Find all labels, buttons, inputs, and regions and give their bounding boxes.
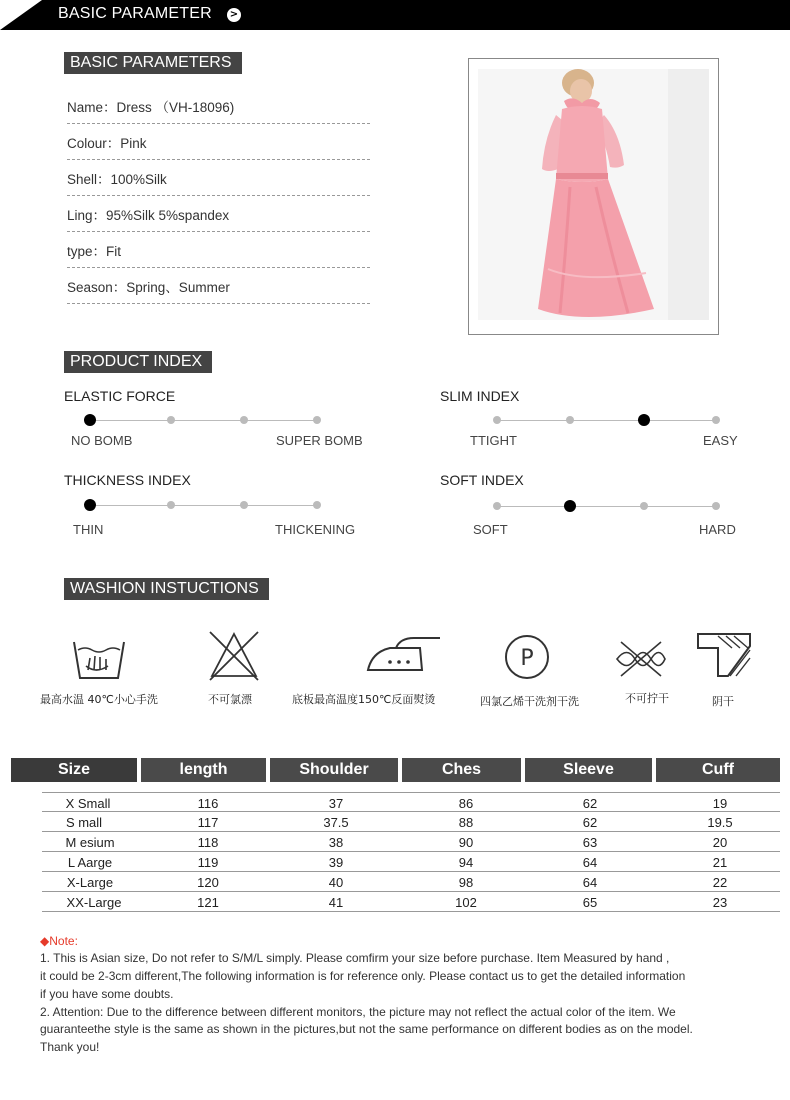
size-header-shoulder: Shoulder: [270, 758, 398, 782]
index-dot: [167, 416, 175, 424]
basic-parameters-heading: BASIC PARAMETERS: [64, 52, 242, 74]
index-dot: [493, 502, 501, 510]
size-header-size: Size: [11, 758, 137, 782]
svg-text:P: P: [520, 646, 534, 671]
top-banner: [0, 0, 790, 30]
index-right-label: SUPER BOMB: [276, 433, 363, 448]
index-left-label: THIN: [73, 522, 104, 537]
param-row-lining: Ling：95%Silk 5%spandex: [67, 196, 370, 232]
index-dot-active: [84, 414, 96, 426]
index-track: [497, 420, 716, 421]
chevron-right-icon: >: [227, 8, 241, 22]
no-bleach-icon: [208, 630, 260, 682]
note-line: if you have some doubts.: [40, 987, 174, 1001]
param-row-shell: Shell：100%Silk: [67, 160, 370, 196]
note-line: 1. This is Asian size, Do not refer to S/M/L simply. Please comfirm your size before purchase. Item Measured by hand ,: [40, 951, 670, 965]
wash-label-shade-dry: 阴干: [712, 695, 734, 708]
index-dot: [640, 502, 648, 510]
index-dot: [240, 501, 248, 509]
dry-clean-p-icon: [504, 634, 550, 680]
size-header-cuff: Cuff: [656, 758, 780, 782]
hand-wash-icon: [72, 636, 126, 682]
size-header-chest: Ches: [402, 758, 521, 782]
param-row-name: Name：Dress （VH-18096): [67, 88, 370, 124]
index-dot-active: [638, 414, 650, 426]
index-dot: [712, 502, 720, 510]
pink-dress-illustration: [478, 69, 709, 320]
index-dot: [712, 416, 720, 424]
size-header-length: length: [141, 758, 266, 782]
index-title: ELASTIC FORCE: [64, 388, 176, 404]
index-dot: [566, 416, 574, 424]
banner-title: BASIC PARAMETER: [58, 5, 212, 22]
index-dot-active: [84, 499, 96, 511]
table-row: S mall 117 37.5 88 62 19.5: [42, 812, 780, 832]
index-dot: [493, 416, 501, 424]
no-wring-icon: [613, 640, 669, 678]
index-right-label: EASY: [703, 433, 738, 448]
wash-label-hand-wash: 最高水温 40℃小心手洗: [40, 693, 158, 706]
table-row: X Small 116 37 86 62 19: [42, 792, 780, 812]
index-left-label: TTIGHT: [470, 433, 517, 448]
index-right-label: HARD: [699, 522, 736, 537]
shade-dry-icon: [696, 632, 752, 678]
index-dot: [313, 416, 321, 424]
index-dot: [313, 501, 321, 509]
note-title: ◆Note:: [40, 934, 78, 948]
index-dot: [240, 416, 248, 424]
banner-corner: [0, 0, 42, 30]
size-header-sleeve: Sleeve: [525, 758, 652, 782]
index-title: THICKNESS INDEX: [64, 472, 191, 488]
index-dot-active: [564, 500, 576, 512]
index-dot: [167, 501, 175, 509]
product-photo-frame: [468, 58, 719, 335]
index-track: [90, 505, 317, 506]
wash-label-iron: 底板最高温度150℃反面熨烫: [292, 693, 436, 706]
index-title: SLIM INDEX: [440, 388, 520, 404]
note-line: guaranteethe style is the same as shown in the pictures,but not the same performance on different bodies as on the model.: [40, 1022, 693, 1036]
index-track: [90, 420, 317, 421]
note-line: it could be 2-3cm different,The following information is for reference only. Please contact us to get the detailed information: [40, 969, 686, 983]
index-left-label: NO BOMB: [71, 433, 133, 448]
index-right-label: THICKENING: [275, 522, 356, 537]
index-title: SOFT INDEX: [440, 472, 524, 488]
table-row: M esium 118 38 90 63 20: [42, 832, 780, 852]
wash-label-no-bleach: 不可氯漂: [208, 693, 252, 706]
wash-label-dry-clean: 四氯乙烯干洗剂干洗: [480, 695, 579, 708]
washing-heading: WASHION INSTUCTIONS: [64, 578, 269, 600]
table-row: XX-Large 121 41 102 65 23: [42, 892, 780, 912]
note-line: 2. Attention: Due to the difference between different monitors, the picture may not reflect the actual color of the item. We: [40, 1005, 676, 1019]
product-photo: [478, 69, 709, 320]
param-row-type: type：Fit: [67, 232, 370, 268]
param-row-season: Season：Spring、Summer: [67, 268, 370, 304]
param-row-colour: Colour：Pink: [67, 124, 370, 160]
note-line: Thank you!: [40, 1040, 100, 1054]
index-track: [497, 506, 716, 507]
table-row: L Aarge 119 39 94 64 21: [42, 852, 780, 872]
table-row: X-Large 120 40 98 64 22: [42, 872, 780, 892]
product-index-heading: PRODUCT INDEX: [64, 351, 212, 373]
iron-icon: [366, 634, 442, 674]
wash-label-no-wring: 不可拧干: [625, 692, 669, 705]
index-left-label: SOFT: [473, 522, 508, 537]
